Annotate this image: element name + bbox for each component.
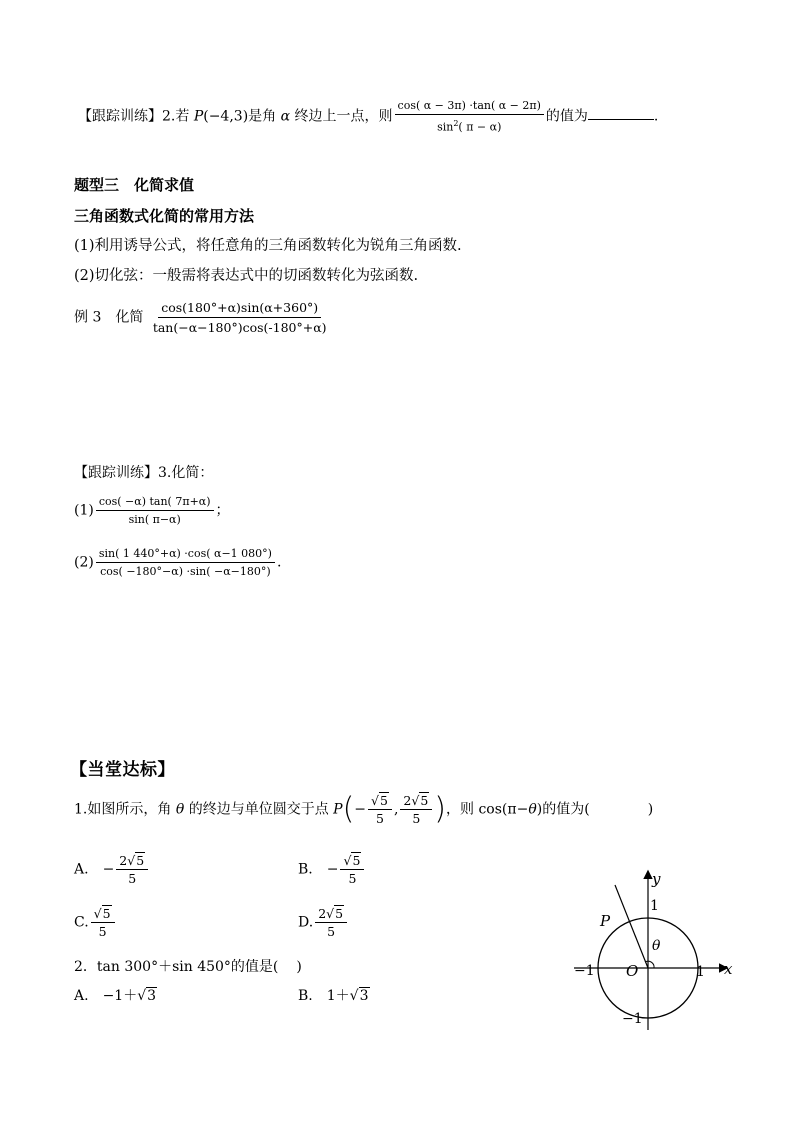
tick-label-top: 1	[650, 898, 659, 914]
example3-fraction: $\frac{\cos(180^\circ+\alpha)\sin(\alpha+360^\circ)}{\tan(-\alpha-180^\circ)\cos(-180^\circ+\alpha)}$	[152, 300, 327, 335]
drill-title: 【当堂达标】	[70, 760, 175, 780]
section3-title: 题型三 化简求值	[74, 176, 195, 194]
p-label: P	[600, 912, 611, 930]
track2-tag: 【跟踪训练】	[78, 108, 162, 125]
track2-question: 【跟踪训练】2.若 P(−4,3)是角 α 终边上一点，则 $\frac{\cos( \alpha - 3\pi) \cdot\tan( \alpha - 2\pi)}{\sin^2( \pi - \alpha)}$ 的值为 .	[78, 99, 659, 134]
option-a[interactable]: A. − $\frac{2√5}{5}$	[74, 853, 150, 886]
x-label: x	[724, 960, 733, 978]
track3-heading: 【跟踪训练】3.化简：	[74, 465, 214, 481]
unit-circle-diagram	[566, 864, 742, 1034]
example3-label: 例 3 化简	[74, 309, 144, 326]
option-b[interactable]: B. − $\frac{√5}{5}$	[298, 853, 366, 886]
y-label: y	[652, 870, 661, 888]
track3-part1: (1) $\frac{\cos( -\alpha) \tan( 7\pi+\alpha)}{\sin( \pi-\alpha)}$ ；	[74, 495, 230, 526]
theta-label: θ	[652, 938, 661, 954]
origin-label: O	[626, 962, 639, 980]
q2-option-a[interactable]: A. −1＋√3	[74, 988, 157, 1004]
q2-option-b[interactable]: B. 1＋√3	[298, 988, 369, 1004]
method-item-1: (1)利用诱导公式，将任意角的三角函数转化为锐角三角函数.	[74, 238, 462, 254]
option-d[interactable]: D. $\frac{2√5}{5}$	[298, 906, 349, 939]
track3-fraction-2: $\frac{\sin( 1 440^\circ+\alpha) \cdot\cos( \alpha-1 080^\circ)}{\cos( -180^\circ-\alpha) \cdot\sin( -\alpha-180^\circ)}$	[96, 546, 275, 579]
tick-label-right: 1	[696, 964, 705, 980]
tick-label-bottom: −1	[622, 1011, 643, 1027]
track3-fraction-1: $\frac{\cos( -\alpha) \tan( 7\pi+\alpha)}{\sin( \pi-\alpha)}$	[96, 494, 214, 527]
method-item-2: (2)切化弦：一般需将表达式中的切函数转化为弦函数.	[74, 268, 419, 284]
track3-part2: (2) $\frac{\sin( 1 440^\circ+\alpha) \cdot\cos( \alpha-1 080^\circ)}{\cos( -180^\circ-\alpha) \cdot\sin( -\alpha-180^\circ)}$ .	[74, 547, 282, 578]
drill-question-1: 1.如图所示，角 θ 的终边与单位圆交于点 P(− $\frac{√5}{5}$ , $\frac{2√5}{5}$ )，则 cos(π−θ)的值为( )	[74, 791, 654, 827]
answer-blank[interactable]	[588, 105, 654, 120]
section3-subtitle: 三角函数式化简的常用方法	[74, 207, 255, 225]
track2-fraction: $\frac{\cos( \alpha - 3\pi) \cdot\tan( \alpha - 2\pi)}{\sin^2( \pi - \alpha)}$	[395, 98, 544, 135]
option-c[interactable]: C. $\frac{√5}{5}$	[74, 906, 117, 939]
tick-label-left: −1	[574, 963, 595, 979]
example3	[74, 299, 332, 336]
drill-question-2: 2．tan 300°＋sin 450°的值是( )	[74, 959, 302, 975]
